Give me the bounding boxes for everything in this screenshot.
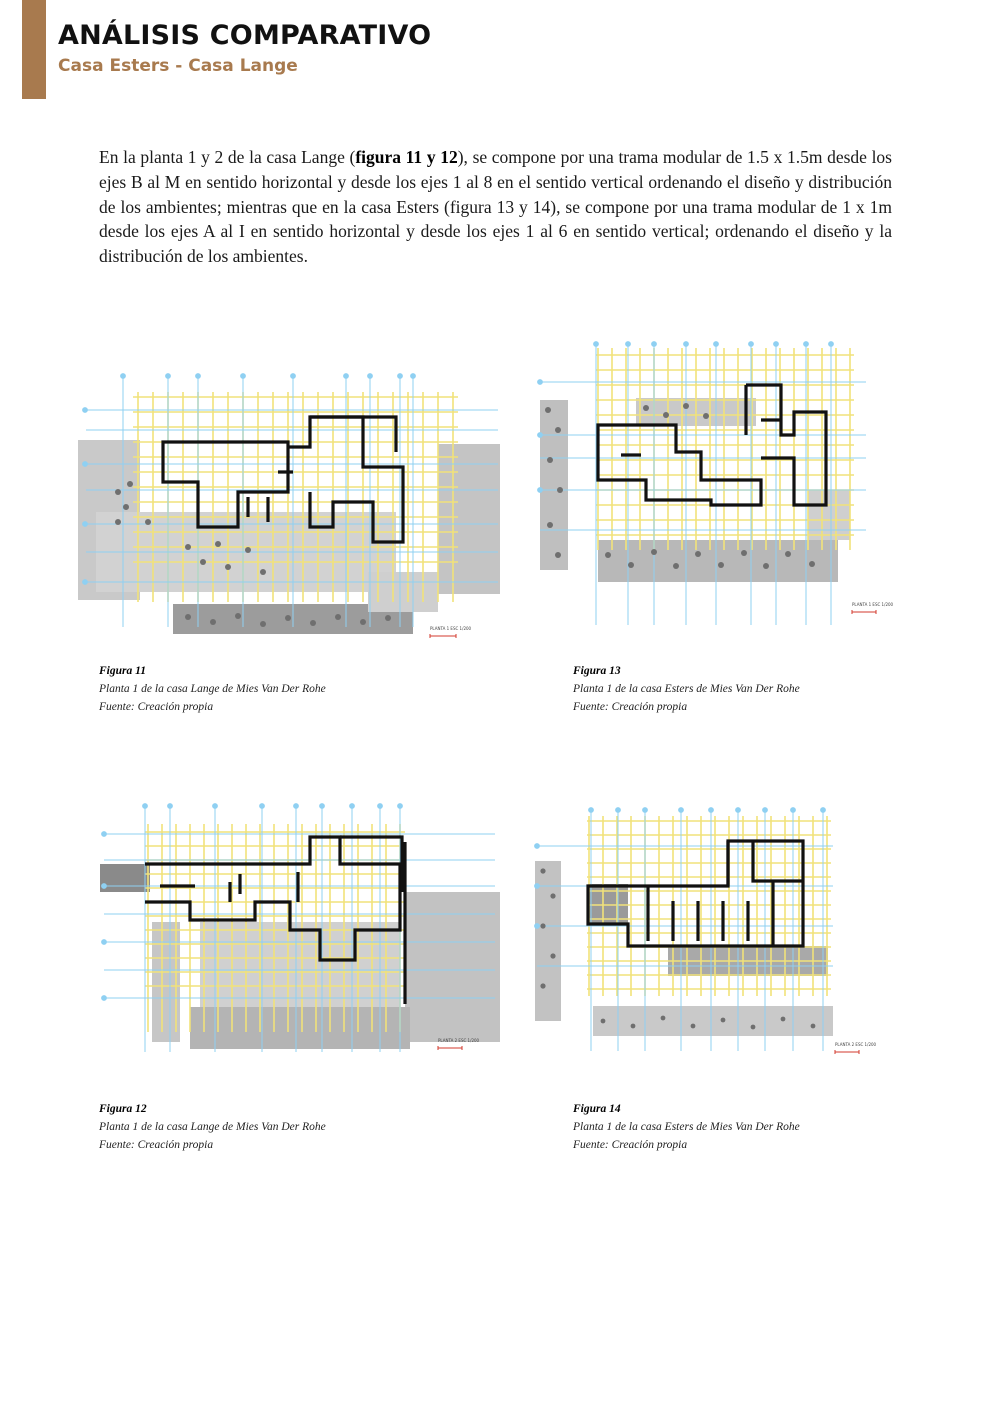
header-accent-bar xyxy=(22,0,46,99)
scale-bar xyxy=(430,626,472,638)
floor-plan-drawing xyxy=(536,340,918,638)
figure-label: Figura 11 xyxy=(99,665,146,677)
svg-text:PLANTA 1 ESC 1/200: PLANTA 1 ESC 1/200 xyxy=(852,602,894,607)
figure-11-plan xyxy=(78,372,510,644)
svg-text:PLANTA 1 ESC 1/200: PLANTA 1 ESC 1/200 xyxy=(430,626,472,631)
figure-label: Figura 12 xyxy=(99,1103,147,1115)
figure-source: Fuente: Creación propia xyxy=(99,1139,214,1151)
page-title: ANÁLISIS COMPARATIVO xyxy=(58,20,432,51)
floor-plan-drawing xyxy=(533,806,913,1066)
body-paragraph xyxy=(99,145,892,269)
scale-bar xyxy=(852,602,894,614)
figure-description: Planta 1 de la casa Lange de Mies Van Der Rohe xyxy=(99,683,326,695)
floor-plan-drawing xyxy=(78,372,510,644)
figure-source: Fuente: Creación propia xyxy=(99,701,214,713)
svg-text:PLANTA 2 ESC 1/200: PLANTA 2 ESC 1/200 xyxy=(835,1042,877,1047)
plan-paving xyxy=(100,864,500,1049)
figure-label: Figura 13 xyxy=(573,665,621,677)
figure-12-caption xyxy=(99,1100,326,1154)
figure-11-caption xyxy=(99,662,326,716)
scale-bar xyxy=(835,1042,877,1054)
plan-yellow-grid xyxy=(596,348,854,550)
body-text-part-1: En la planta 1 y 2 de la casa Lange ( xyxy=(99,147,356,167)
figure-source: Fuente: Creación propia xyxy=(573,701,688,713)
body-text-part-2: ), se compone por una trama modular de 1.5 x 1.5m desde los ejes B al M en sentido horizontal y desde los ejes 1 al 8 en el sentido vertical ordenando el diseño y distribución de los ambientes; mientras que en la casa Esters (figura 13 y 14), se compone por una trama modular de 1 x 1m desde los ejes A al I en sentido horizontal y desde los ejes 1 al 6 en sentido vertical; ordenando el diseño y la distribución de los ambientes. xyxy=(99,147,892,267)
figure-label: Figura 14 xyxy=(573,1103,621,1115)
page-subtitle: Casa Esters - Casa Lange xyxy=(58,56,298,76)
figure-13-caption xyxy=(573,662,800,716)
scale-bar xyxy=(438,1038,480,1050)
floor-plan-drawing xyxy=(100,802,504,1062)
figure-13-plan xyxy=(536,340,918,638)
svg-text:PLANTA 2 ESC 1/200: PLANTA 2 ESC 1/200 xyxy=(438,1038,480,1043)
figure-description: Planta 1 de la casa Lange de Mies Van Der Rohe xyxy=(99,1121,326,1133)
body-text-bold: figura 11 y 12 xyxy=(355,147,458,167)
figure-description: Planta 1 de la casa Esters de Mies Van Der Rohe xyxy=(573,683,800,695)
figure-14-plan xyxy=(533,806,913,1066)
plan-axes xyxy=(538,342,866,625)
figure-description: Planta 1 de la casa Esters de Mies Van Der Rohe xyxy=(573,1121,800,1133)
figure-12-plan xyxy=(100,802,504,1062)
figure-source: Fuente: Creación propia xyxy=(573,1139,688,1151)
figure-14-caption xyxy=(573,1100,800,1154)
